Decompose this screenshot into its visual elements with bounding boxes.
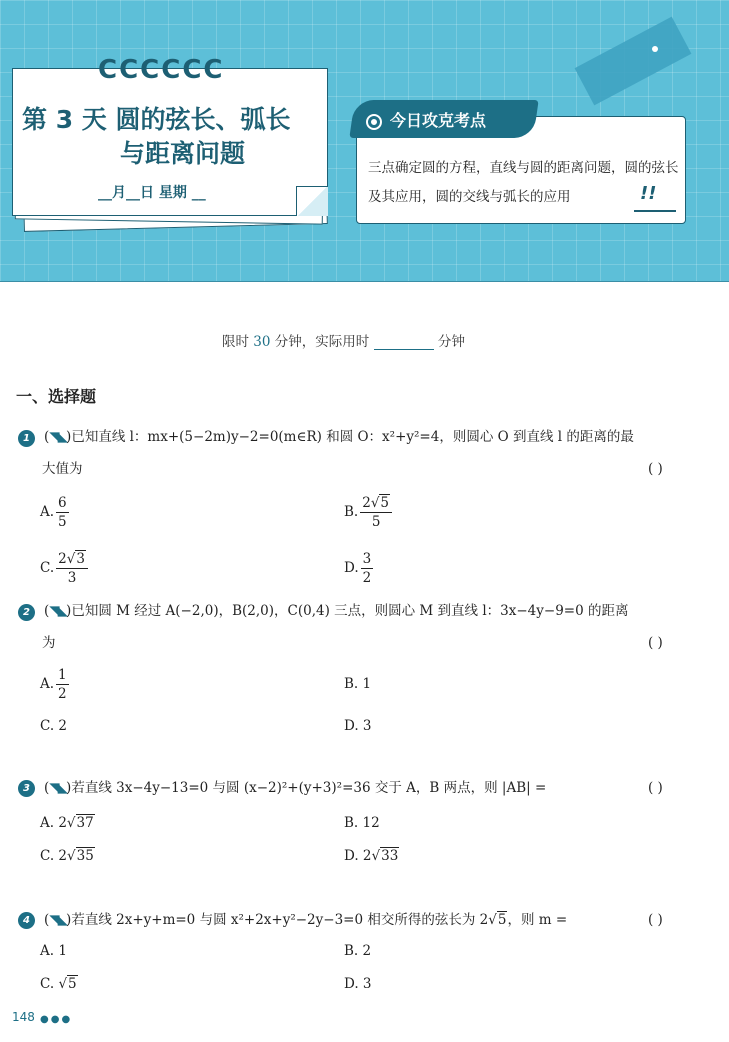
question-2-line1: 已知圆 M 经过 A(−2,0)，B(2,0)，C(0,4) 三点，则圆心 M 到直线 l：3x−4y−9=0 的距离 <box>71 603 629 619</box>
chapter-title-line2: 与距离问题 <box>120 139 246 168</box>
option-2c[interactable]: C. 2 <box>40 718 68 734</box>
section-title: 一、选择题 <box>16 387 97 406</box>
option-4c[interactable]: C. √5 <box>40 976 77 992</box>
time-prefix: 限时 <box>222 334 249 350</box>
page-dots: ●●● <box>40 1014 73 1025</box>
question-number-1: 1 <box>18 430 35 447</box>
goal-bullet-icon <box>368 116 380 128</box>
question-number-2: 2 <box>18 604 35 621</box>
question-1-line2: 大值为 <box>42 461 83 477</box>
option-4a[interactable]: A. 1 <box>40 943 67 959</box>
binder-rings: CCCCCC <box>98 55 225 85</box>
option-3d[interactable]: D. 2√33 <box>344 848 399 864</box>
time-mid: 分钟，实际用时 <box>274 334 370 350</box>
option-4d[interactable]: D. 3 <box>344 976 372 992</box>
difficulty-icon: ◥◣ <box>49 912 67 928</box>
option-4b[interactable]: B. 2 <box>344 943 372 959</box>
time-blank[interactable] <box>374 336 434 350</box>
exclamation-icon: !! <box>640 183 657 204</box>
option-2d[interactable]: D. 3 <box>344 718 372 734</box>
difficulty-icon: ◥◣ <box>49 603 67 619</box>
exclamation-underline <box>634 210 676 212</box>
option-2a[interactable]: A. $\frac{1}{2}$ <box>40 667 67 702</box>
option-3b[interactable]: B. 12 <box>344 815 380 831</box>
option-1b[interactable]: B. $\frac{2√5}{5}$ <box>344 494 392 531</box>
time-limit-line <box>222 330 522 350</box>
tape-dot <box>652 46 658 52</box>
page-number: 148 <box>12 1010 35 1024</box>
option-3a[interactable]: A. 2√37 <box>40 815 94 831</box>
question-4-line1b: ，则 m = <box>507 912 568 928</box>
time-suffix: 分钟 <box>437 334 465 350</box>
answer-paren-4[interactable]: ( ) <box>648 912 663 928</box>
answer-paren-2[interactable]: ( ) <box>648 635 663 651</box>
answer-paren-3[interactable]: ( ) <box>648 780 663 796</box>
difficulty-icon: ◥◣ <box>49 429 67 445</box>
option-1d[interactable]: D. $\frac{3}{2}$ <box>344 551 372 586</box>
option-1a[interactable]: A. $\frac{6}{5}$ <box>40 495 67 530</box>
chapter-title-line1: 第 3 天 圆的弦长、弧长 <box>22 105 291 134</box>
option-1c[interactable]: C. $\frac{2√3}{3}$ <box>40 550 88 587</box>
page-curl <box>296 186 328 216</box>
option-2b[interactable]: B. 1 <box>344 676 372 692</box>
question-number-3: 3 <box>18 780 35 797</box>
goal-text: 三点确定圆的方程，直线与圆的距离问题，圆的弦长及其应用，圆的交线与弧长的应用 <box>368 160 679 205</box>
difficulty-icon: ◥◣ <box>49 780 67 796</box>
question-3-line1: 若直线 3x−4y−13=0 与圆 (x−2)²+(y+3)²=36 交于 A，B 两点，则 |AB| = <box>71 780 547 796</box>
question-4-line1a: 若直线 2x+y+m=0 与圆 x²+2x+y²−2y−3=0 相交所得的弦长为 2 <box>71 912 489 928</box>
option-3c[interactable]: C. 2√35 <box>40 848 94 864</box>
time-minutes: 30 <box>253 334 271 350</box>
question-1-line1: 已知直线 l：mx+(5−2m)y−2=0(m∈R) 和圆 O：x²+y²=4，则圆心 O 到直线 l 的距离的最 <box>71 429 634 445</box>
goal-tag-label: 今日攻克考点 <box>390 111 487 130</box>
question-2-line2: 为 <box>42 635 56 651</box>
answer-paren-1[interactable]: ( ) <box>648 461 663 477</box>
question-number-4: 4 <box>18 912 35 929</box>
date-line: __月__日 星期 __ <box>98 185 206 201</box>
